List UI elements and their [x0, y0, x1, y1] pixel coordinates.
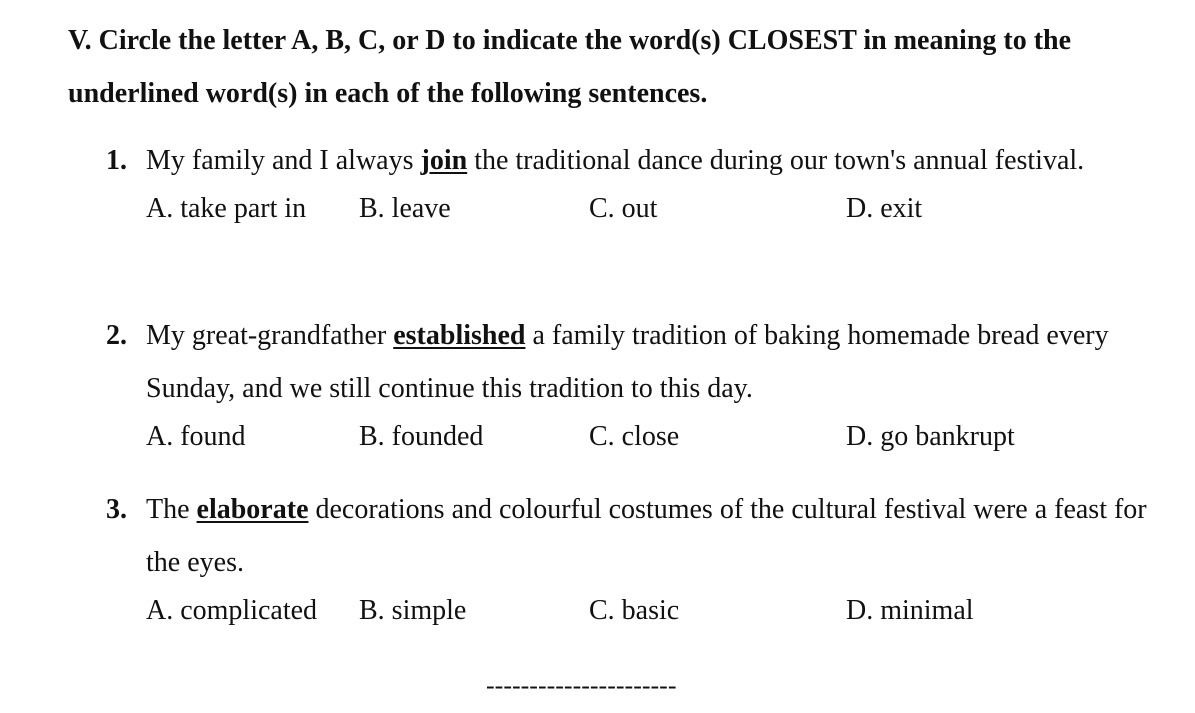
option-c[interactable]: C. close — [589, 421, 680, 452]
question-stem — [106, 483, 1166, 589]
question-text — [146, 309, 1166, 415]
option-a[interactable]: A. found — [146, 421, 246, 452]
question-text-after: decorations and colourful costumes of the cultural festival were a feast for the eyes. — [146, 494, 1147, 578]
answer-options — [146, 187, 1166, 231]
question-text-after: the traditional dance during our town's annual festival. — [467, 145, 1085, 176]
underlined-keyword: join — [420, 145, 468, 176]
question-stem — [106, 309, 1166, 415]
question-text-after: a family tradition of baking homemade bread every Sunday, and we still continue this tradition to this day. — [146, 320, 1109, 404]
option-a[interactable]: A. complicated — [146, 595, 318, 626]
option-c[interactable]: C. out — [589, 193, 658, 224]
question-text-before: My great-grandfather — [146, 320, 394, 351]
option-d[interactable]: D. exit — [846, 193, 923, 224]
option-b[interactable]: B. founded — [359, 421, 484, 452]
question-text — [146, 483, 1166, 589]
question-text-before: My family and I always — [146, 145, 421, 176]
underlined-keyword: established — [393, 320, 526, 351]
section-divider: ---------------------- — [486, 671, 677, 700]
option-d[interactable]: D. minimal — [846, 595, 974, 626]
question-number: 1. — [106, 145, 127, 176]
question-1 — [106, 134, 1166, 231]
option-c[interactable]: C. basic — [589, 595, 680, 626]
question-text-before: The — [146, 494, 197, 525]
answer-options — [146, 589, 1166, 633]
option-d[interactable]: D. go bankrupt — [846, 421, 1015, 452]
question-2 — [106, 309, 1166, 459]
question-stem — [106, 134, 1166, 187]
option-a[interactable]: A. take part in — [146, 193, 307, 224]
question-text — [146, 134, 1166, 187]
question-3 — [106, 483, 1166, 633]
question-number: 2. — [106, 320, 127, 351]
underlined-keyword: elaborate — [196, 494, 309, 525]
option-b[interactable]: B. simple — [359, 595, 467, 626]
answer-options — [146, 415, 1166, 459]
option-b[interactable]: B. leave — [359, 193, 451, 224]
section-instruction: V. Circle the letter A, B, C, or D to indicate the word(s) CLOSEST in meaning to the underlined word(s) in each of the following sentences. — [68, 25, 1072, 109]
question-number: 3. — [106, 494, 127, 525]
